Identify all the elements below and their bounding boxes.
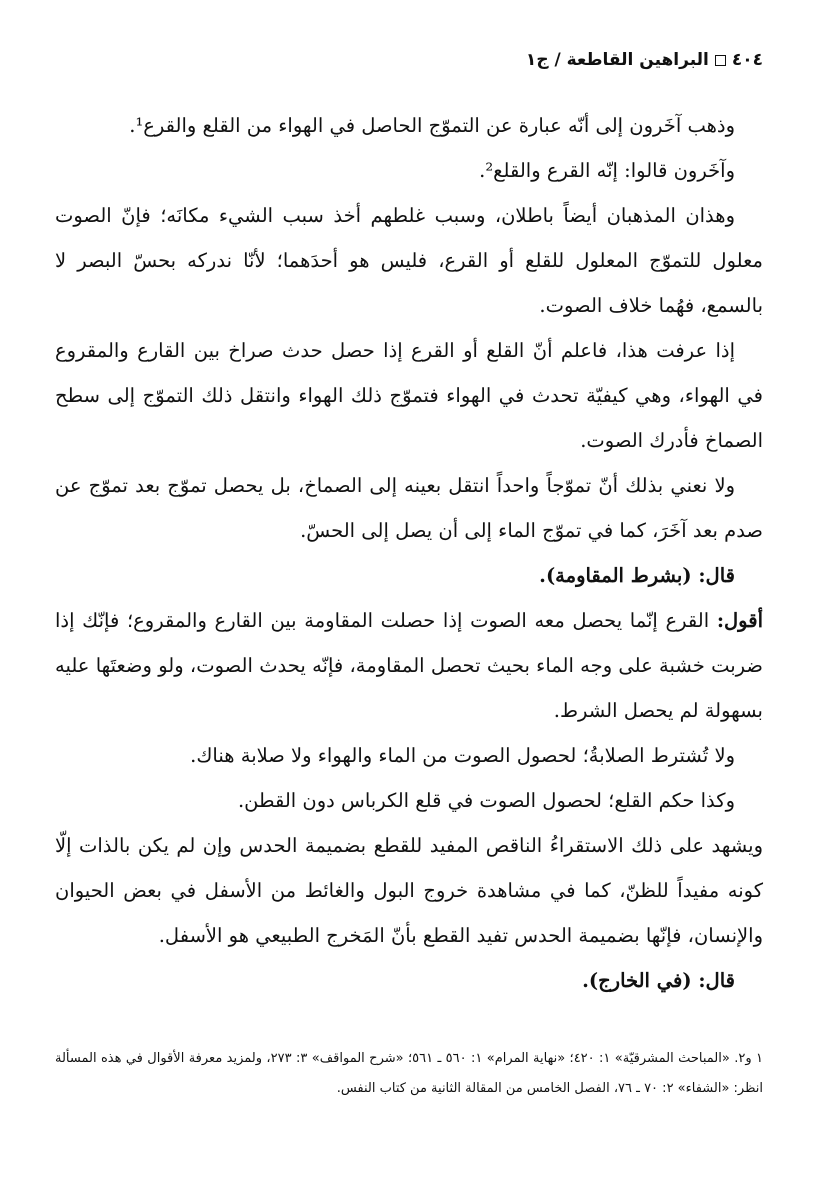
qal-heading [55, 958, 763, 1003]
paragraph: وهذان المذهبان أيضاً باطلان، وسبب غلطهم أخذ سبب الشيء مكانَه؛ فإنّ الصوت معلول للتموّج المعلول للقلع أو القرع، فليس هو أحدَهما؛ لأنّا ندركه بحسّ البصر لا بالسمع، فهُما خلاف الصوت. [55, 204, 763, 317]
aqul-text: القرع إنّما يحصل معه الصوت إذا حصلت المقاومة بين القارع والمقروع؛ فإنّك إذا ضربت خشبة على وجه الماء بحيث تحصل المقاومة، فإنّه يحدث الصوت، ولو وضعتَها عليه بسهولة لم يحصل الشرط. [55, 609, 763, 722]
paragraph: إذا عرفت هذا، فاعلم أنّ القلع أو القرع إذا حصل حدث صراخ بين القارع والمقروع في الهواء، وهي كيفيّة تحدث في الهواء فتموّج ذلك الهواء وانتقل ذلك التموّج إلى سطح الصماخ فأدرك الصوت. [55, 339, 763, 452]
qal-label: قال: [698, 564, 735, 587]
footnotes [55, 1044, 763, 1104]
paragraph: وذهب آخَرون إلى أنّه عبارة عن التموّج الحاصل في الهواء من القلع والقرع¹. [129, 114, 735, 137]
aqul-label: أقول: [716, 609, 763, 632]
paragraph: وكذا حكم القلع؛ لحصول الصوت في قلع الكرباس دون القطن. [237, 789, 735, 812]
page-number: ٤٠٤ [731, 50, 763, 70]
aqul-paragraph [55, 598, 763, 733]
paragraph: ولا نعني بذلك أنّ تموّجاً واحداً انتقل بعينه إلى الصماخ، بل يحصل تموّج بعد تموّج عن صدم بعد آخَرَ، كما في تموّج الماء إلى أن يصل إلى الحسّ. [55, 474, 763, 542]
footnote: ١ و٢. «المباحث المشرقيّة» ١: ٤٢٠؛ «نهاية المرام» ١: ٥٦٠ ـ ٥٦١؛ «شرح المواقف» ٣: ٢٧٣، ولمزيد معرفة الأقوال في هذه المسألة انظر: «الشفاء» ٢: ٧٠ ـ ٧٦، الفصل الخامس من المقالة الثانية من كتاب النفس. [55, 1051, 763, 1096]
running-title: البراهين القاطعة / ج١ [525, 50, 709, 70]
main-text [55, 103, 763, 1003]
qal-heading [55, 553, 763, 598]
paragraph: ولا تُشترط الصلابةُ؛ لحصول الصوت من الماء والهواء ولا صلابة هناك. [190, 744, 735, 767]
running-header [526, 50, 763, 70]
qal-text: (بشرط المقاومة). [539, 564, 692, 587]
separator-box-icon [715, 55, 726, 66]
qal-label: قال: [698, 969, 735, 992]
qal-text: (في الخارج). [582, 969, 692, 992]
paragraph: وآخَرون قالوا: إنّه القرع والقلع². [479, 159, 735, 182]
paragraph: ويشهد على ذلك الاستقراءُ الناقص المفيد للقطع بضميمة الحدس وإن لم يكن بالذات إلّا كونه مفيداً للظنّ، كما في مشاهدة خروج البول والغائط من الأسفل في بعض الحيوان والإنسان، فإنّها بضميمة الحدس تفيد القطع بأنّ المَخرج الطبيعي هو الأسفل. [55, 834, 763, 947]
